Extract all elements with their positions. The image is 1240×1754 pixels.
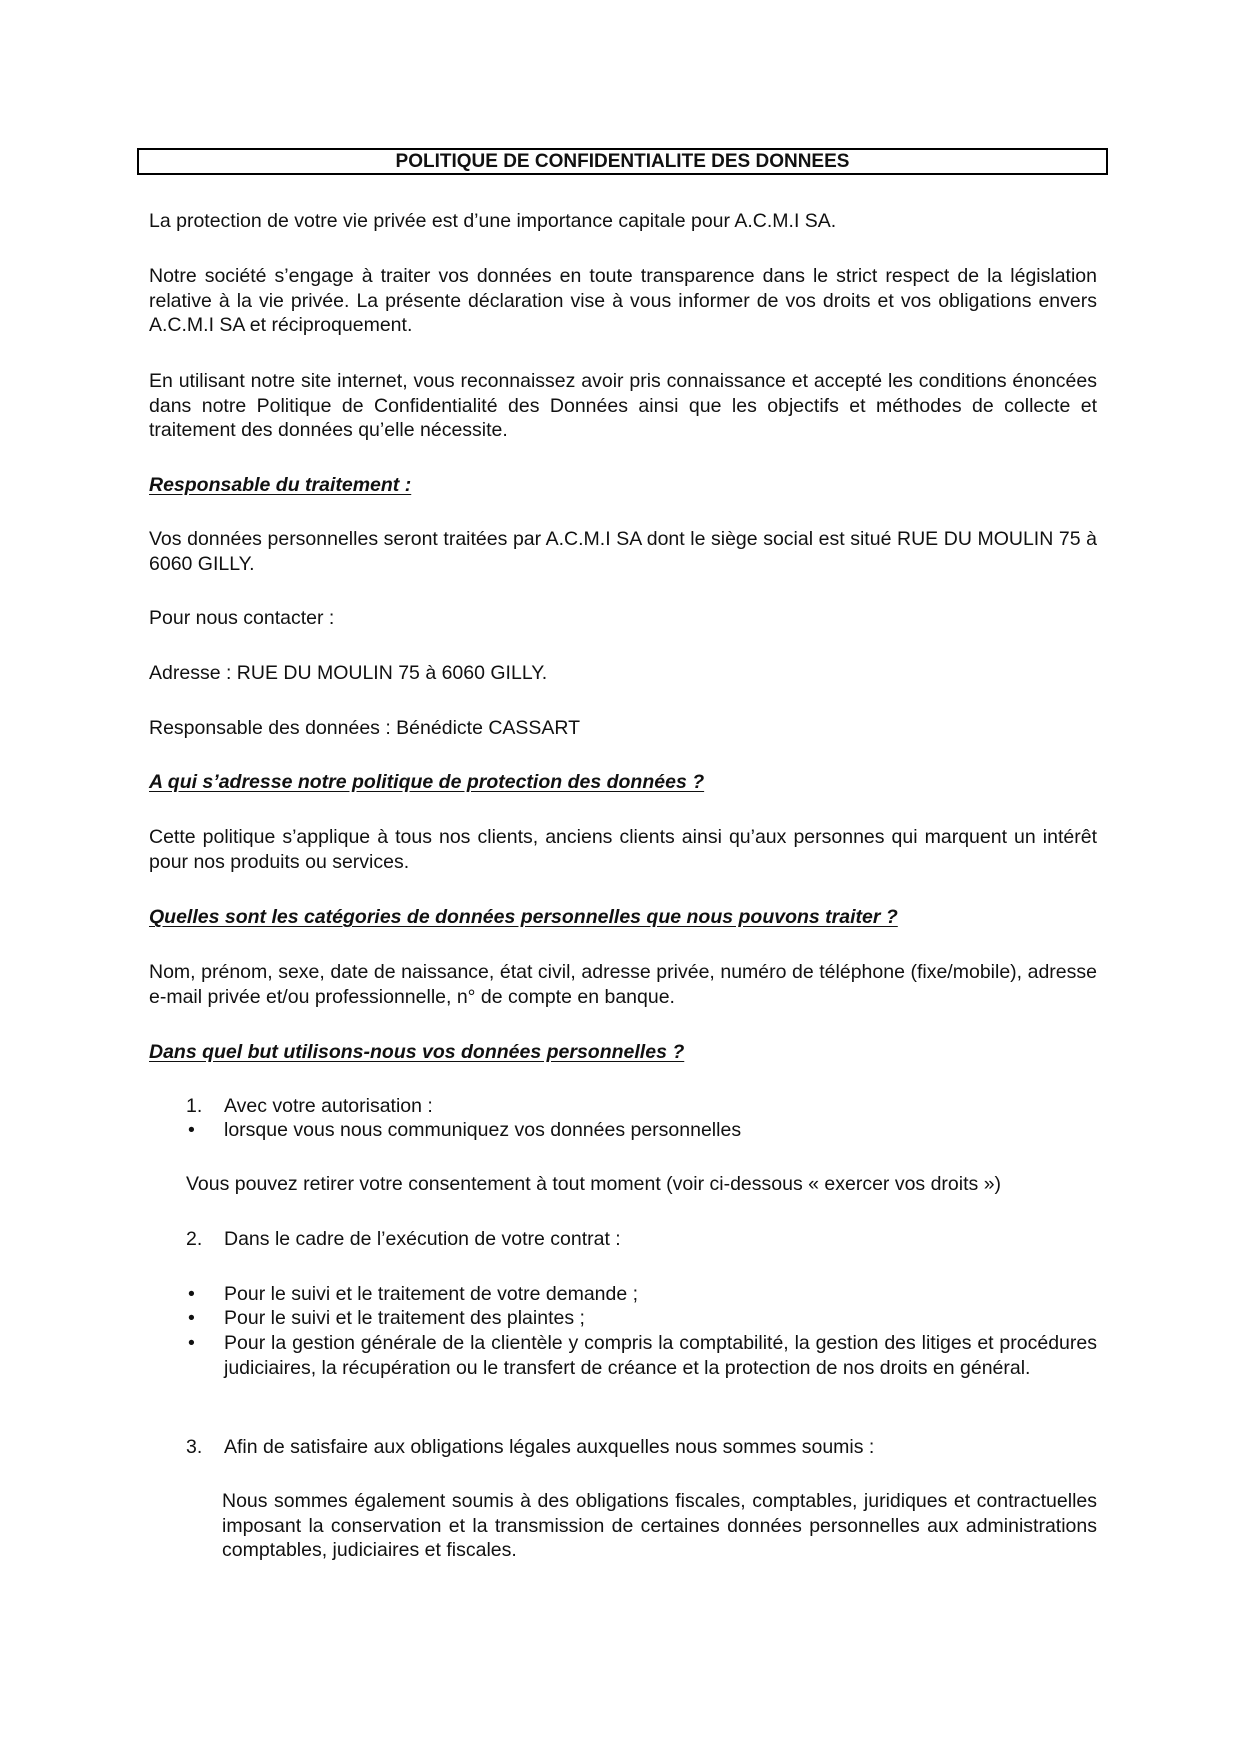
site-usage-paragraph: En utilisant notre site internet, vous reconnaissez avoir pris connaissance et accepté les conditions énoncées dans notre Politique de Confidentialité des Données ainsi que les objectifs et méthodes de collecte et traitement des données qu’elle nécessite. — [149, 370, 1097, 441]
audience-paragraph: Cette politique s’applique à tous nos clients, anciens clients ainsi qu’aux personnes qui marquent un intérêt pour nos produits ou services. — [149, 826, 1097, 873]
heading-purpose: Dans quel but utilisons-nous vos données personnelles ? — [149, 1041, 685, 1063]
address-line: Adresse : RUE DU MOULIN 75 à 6060 GILLY. — [149, 662, 548, 684]
purpose-item-1-bullet: lorsque vous nous communiquez vos données personnelles — [224, 1119, 742, 1141]
list-number-3: 3. — [186, 1436, 203, 1458]
data-officer-line: Responsable des données : Bénédicte CASSART — [149, 717, 581, 739]
document-title: POLITIQUE DE CONFIDENTIALITE DES DONNEES — [137, 148, 1108, 175]
bullet-icon: • — [188, 1283, 195, 1305]
purpose-item-2-bullet: Pour la gestion générale de la clientèle y compris la comptabilité, la gestion des litiges et procédures judiciaires, la récupération ou le transfert de créance et la protection de nos droits en général. — [224, 1332, 1097, 1379]
purpose-item-2-bullet: Pour le suivi et le traitement de votre demande ; — [224, 1283, 639, 1305]
list-number-1: 1. — [186, 1095, 203, 1117]
purpose-item-3: Afin de satisfaire aux obligations légales auxquelles nous sommes soumis : — [224, 1436, 875, 1458]
purpose-item-2: Dans le cadre de l’exécution de votre contrat : — [224, 1228, 621, 1250]
purpose-item-2-bullet: Pour le suivi et le traitement des plaintes ; — [224, 1307, 585, 1329]
consent-note: Vous pouvez retirer votre consentement à tout moment (voir ci-dessous « exercer vos droits ») — [186, 1173, 1002, 1195]
intro-paragraph: La protection de votre vie privée est d’une importance capitale pour A.C.M.I SA. — [149, 210, 837, 232]
categories-paragraph: Nom, prénom, sexe, date de naissance, état civil, adresse privée, numéro de téléphone (fixe/mobile), adresse e-mail privée et/ou professionnelle, n° de compte en banque. — [149, 961, 1097, 1008]
contact-intro: Pour nous contacter : — [149, 607, 335, 629]
bullet-icon: • — [188, 1332, 195, 1354]
bullet-icon: • — [188, 1307, 195, 1329]
commitment-paragraph: Notre société s’engage à traiter vos données en toute transparence dans le strict respect de la législation relative à la vie privée. La présente déclaration vise à vous informer de vos droits et vos obligations envers A.C.M.I SA et réciproquement. — [149, 265, 1097, 336]
legal-obligations-paragraph: Nous sommes également soumis à des obligations fiscales, comptables, juridiques et contractuelles imposant la conservation et la transmission de certaines données personnelles aux administrations comptables, judiciaires et fiscales. — [222, 1490, 1097, 1561]
responsable-paragraph: Vos données personnelles seront traitées par A.C.M.I SA dont le siège social est situé RUE DU MOULIN 75 à 6060 GILLY. — [149, 528, 1097, 575]
heading-categories: Quelles sont les catégories de données personnelles que nous pouvons traiter ? — [149, 906, 898, 928]
heading-audience: A qui s’adresse notre politique de protection des données ? — [149, 771, 705, 793]
heading-responsable: Responsable du traitement : — [149, 474, 412, 496]
purpose-item-1: Avec votre autorisation : — [224, 1095, 433, 1117]
list-number-2: 2. — [186, 1228, 203, 1250]
bullet-icon: • — [188, 1119, 195, 1141]
